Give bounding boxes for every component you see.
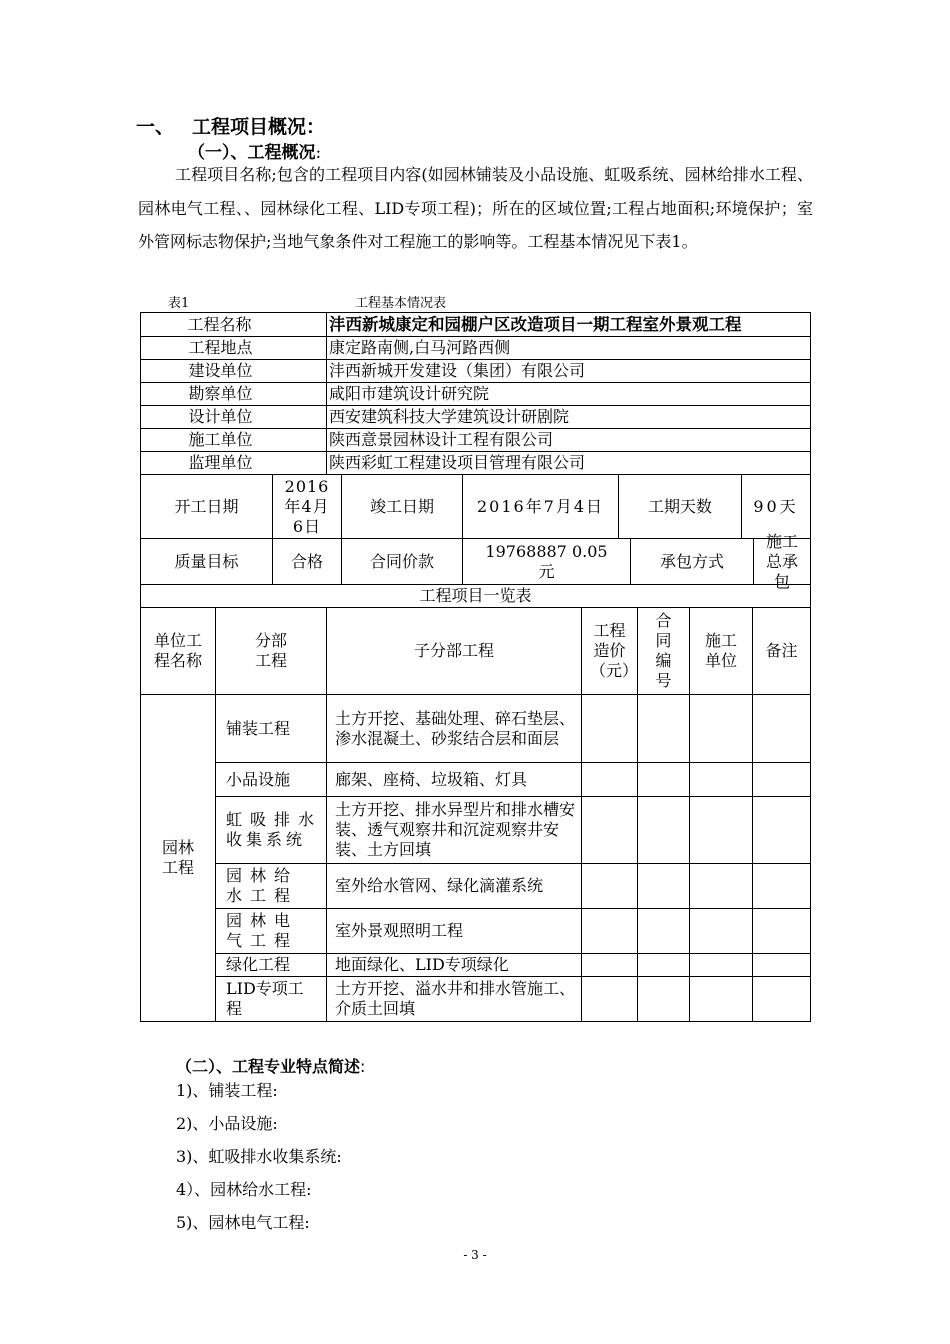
section-2-colon: :	[360, 1057, 366, 1076]
info-label: 工程地点	[141, 337, 327, 360]
project-row	[141, 864, 811, 909]
project-info-table	[140, 312, 811, 1022]
unit-project-name: 园林工程	[141, 695, 216, 1022]
start-date-label: 开工日期	[141, 475, 273, 538]
info-row	[141, 313, 811, 337]
section-2-heading	[176, 1054, 365, 1077]
subsection-title: （一）、工程概况	[188, 143, 316, 163]
info-value: 沣西新城康定和园棚户区改造项目一期工程室外景观工程	[327, 313, 811, 337]
sub-division: 土方开挖、基础处理、碎石垫层、渗水混凝土、砂浆结合层和面层	[327, 695, 582, 763]
info-value: 陕西意景园林设计工程有限公司	[327, 429, 811, 452]
info-value: 沣西新城开发建设（集团）有限公司	[327, 360, 811, 383]
division-name: 园林给水工程	[216, 864, 327, 909]
sub-division: 土方开挖、排水异型片和排水槽安装、透气观察井和沉淀观察井安装、土方回填	[327, 797, 582, 864]
table-title: 工程基本情况表	[355, 296, 447, 311]
project-list-title-row	[141, 585, 811, 608]
info-label: 监理单位	[141, 452, 327, 475]
quality-label: 质量目标	[141, 539, 273, 584]
division-name: LID专项工程	[216, 977, 327, 1022]
end-date-label: 竣工日期	[342, 475, 463, 538]
info-label: 设计单位	[141, 406, 327, 429]
sub-division: 室外给水管网、绿化滴灌系统	[327, 864, 582, 909]
subsection-colon: :	[315, 143, 322, 163]
info-row	[141, 406, 811, 429]
project-header-row	[141, 608, 811, 695]
intro-text: 工程项目名称;包含的工程项目内容(如园林铺装及小品设施、虹吸系统、园林给排水工程、园林电气工程、、园林绿化工程、LID专项工程)；所在的区域位置;工程占地面积;环境保护；室外管网标志物保护;当地气象条件对工程施工的影响等。工程基本情况见下表1。	[138, 165, 813, 251]
list-item: 3)、虹吸排水收集系统:	[176, 1147, 342, 1166]
list-item: 4）、园林给水工程:	[176, 1180, 312, 1199]
list-item: 2)、小品设施:	[176, 1114, 278, 1133]
header-sub-division: 子分部工程	[327, 608, 582, 695]
sub-division: 廊架、座椅、垃圾箱、灯具	[327, 763, 582, 797]
header-cost: 工程造价（元）	[582, 608, 638, 695]
start-date-value: 2016年4月6日	[273, 475, 342, 538]
division-name: 园林电气工程	[216, 909, 327, 954]
project-row	[141, 763, 811, 797]
info-value: 咸阳市建筑设计研究院	[327, 383, 811, 406]
header-remarks: 备注	[753, 608, 811, 695]
table-label: 表1	[168, 296, 190, 311]
info-row	[141, 337, 811, 360]
division-name: 虹吸排水收集系统	[216, 797, 327, 864]
price-value: 19768887 0.05元	[463, 539, 631, 584]
info-label: 施工单位	[141, 429, 327, 452]
project-row	[141, 695, 811, 763]
division-name: 铺装工程	[216, 695, 327, 763]
info-row	[141, 429, 811, 452]
project-list-title: 工程项目一览表	[141, 585, 811, 608]
info-label: 工程名称	[141, 313, 327, 337]
list-item: 5)、园林电气工程:	[176, 1213, 310, 1232]
intro-paragraph	[138, 158, 813, 259]
price-label: 合同价款	[342, 539, 463, 584]
period-value: 90天	[753, 496, 799, 516]
project-row	[141, 977, 811, 1022]
quality-value: 合格	[273, 539, 342, 584]
page-number: - 3 -	[463, 1248, 487, 1262]
header-division: 分部工程	[216, 608, 327, 695]
heading-text: 工程项目概况：	[192, 116, 326, 138]
list-item: 1)、铺装工程:	[176, 1081, 278, 1100]
header-construction-unit: 施工单位	[690, 608, 753, 695]
header-unit-project: 单位工程名称	[141, 608, 216, 695]
sub-division: 土方开挖、溢水井和排水管施工、介质土回填	[327, 977, 582, 1022]
project-row	[141, 909, 811, 954]
info-value: 陕西彩虹工程建设项目管理有限公司	[327, 452, 811, 475]
division-name: 小品设施	[216, 763, 327, 797]
heading-number: 一、	[136, 116, 175, 138]
division-name: 绿化工程	[216, 954, 327, 977]
header-contract-no: 合同编号	[638, 608, 690, 695]
section-heading-1	[136, 112, 325, 139]
project-row	[141, 954, 811, 977]
quality-row	[141, 539, 811, 585]
info-value: 西安建筑科技大学建筑设计研剧院	[327, 406, 811, 429]
contract-value: 施工总承包	[766, 531, 799, 591]
info-label: 勘察单位	[141, 383, 327, 406]
info-label: 建设单位	[141, 360, 327, 383]
info-row	[141, 452, 811, 475]
info-row	[141, 383, 811, 406]
project-row	[141, 797, 811, 864]
sub-division: 室外景观照明工程	[327, 909, 582, 954]
sub-division: 地面绿化、LID专项绿化	[327, 954, 582, 977]
info-row	[141, 360, 811, 383]
contract-label: 承包方式	[631, 539, 754, 584]
section-2-title: （二）、工程专业特点简述	[176, 1057, 361, 1076]
end-date-value: 2016年7月4日	[463, 475, 619, 538]
dates-row	[141, 475, 811, 539]
period-label: 工期天数	[619, 475, 742, 538]
info-value: 康定路南侧,白马河路西侧	[327, 337, 811, 360]
